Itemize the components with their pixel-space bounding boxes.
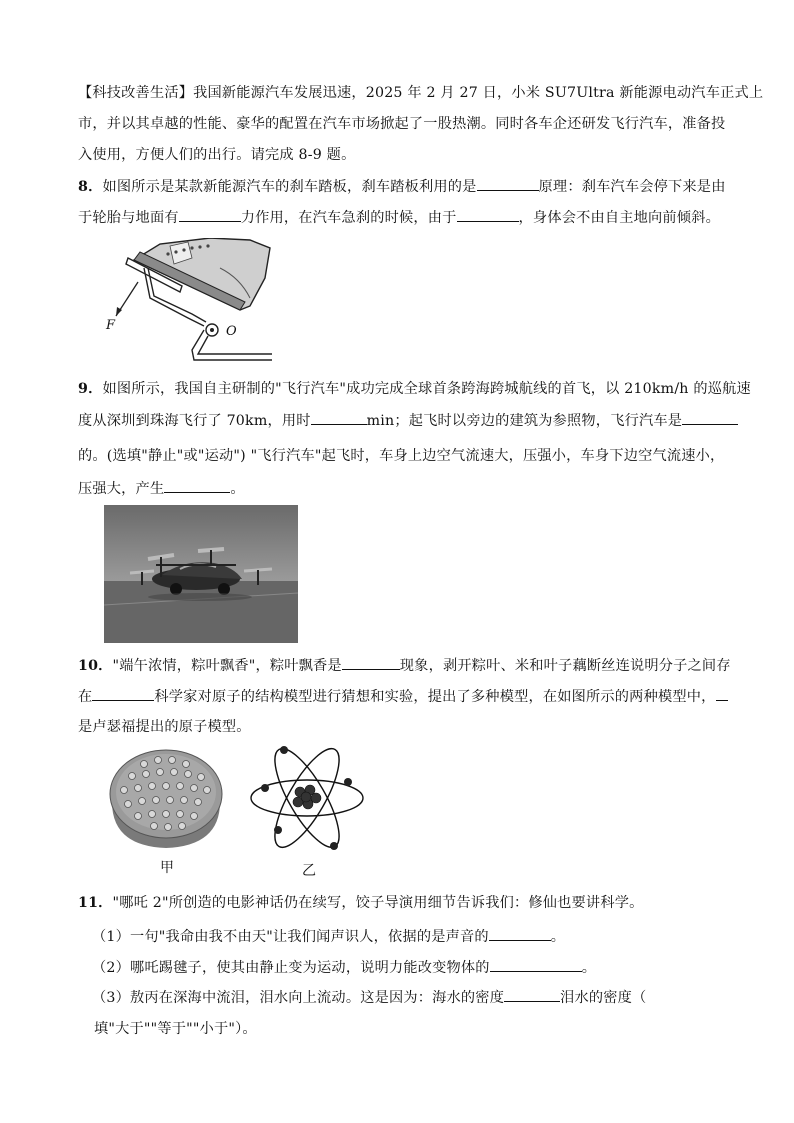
question-10-line-3: 是卢瑟福提出的原子模型。: [78, 719, 251, 735]
q8-text-a: 如图所示是某款新能源汽车的刹车踏板，刹车踏板利用的是: [102, 179, 477, 195]
intro-line-3: 入使用，方便人们的出行。请完成 8-9 题。: [78, 147, 356, 163]
q11-text: "哪吒 2"所创造的电影神话仍在续写，饺子导演用细节告诉我们：修仙也要讲科学。: [112, 895, 644, 911]
question-10-line-2: [78, 686, 748, 707]
question-11-sub-3: [92, 987, 762, 1008]
question-10-number: 10．: [78, 658, 113, 674]
q10-text-a: "端午浓情，粽叶飘香"，粽叶飘香是: [112, 658, 342, 674]
intro-line-1: 【科技改善生活】我国新能源汽车发展迅速，2025 年 2 月 27 日，小米 SU7Ultra 新能源电动汽车正式上: [78, 85, 764, 101]
q10-blank-1[interactable]: [342, 655, 400, 670]
q11-sub2-end: 。: [581, 960, 597, 976]
question-9-line-1: [78, 379, 751, 399]
q8-blank-3[interactable]: [457, 207, 519, 222]
question-11-sub-3-cont: 填"大于""等于""小于"）。: [94, 1021, 257, 1037]
q9-blank-1[interactable]: [311, 410, 367, 425]
question-11-number: 11．: [78, 895, 113, 911]
q11-sub3-text: （3）敖丙在深海中流泪，泪水向上流动。这是因为：海水的密度: [92, 990, 505, 1006]
q8-blank-2[interactable]: [179, 207, 241, 222]
question-11-sub-1: [92, 926, 762, 947]
q8-text-b: 原理：刹车汽车会停下来是由: [538, 179, 726, 195]
q11-sub3-end: 泪水的密度（: [560, 990, 647, 1006]
q10-text-c: 在: [78, 689, 93, 705]
q11-blank-1[interactable]: [489, 926, 551, 941]
question-11-sub-2: [92, 957, 762, 978]
q8-text-c: 于轮胎与地面有: [78, 210, 179, 226]
q11-blank-2[interactable]: [490, 957, 582, 972]
q9-text-d: 压强大，产生: [78, 481, 165, 497]
question-8-line-2: [78, 207, 748, 228]
pivot-label: O: [226, 324, 237, 339]
q10-text-d: 科学家对原子的结构模型进行猜想和实验，提出了多种模型，在如图所示的两种模型中，: [154, 689, 716, 705]
q8-text-e: ，身体会不由自主地向前倾斜。: [518, 210, 720, 226]
flying-car-photo: [104, 505, 298, 643]
q11-blank-3[interactable]: [504, 987, 560, 1002]
q10-blank-3[interactable]: [716, 686, 728, 701]
question-9-line-2: [78, 410, 748, 431]
q8-text-d: 力作用，在汽车急刹的时候，由于: [240, 210, 457, 226]
intro-line-2: 市，并以其卓越的性能、豪华的配置在汽车市场掀起了一股热潮。同时各车企还研发飞行汽车，准备投: [78, 116, 726, 132]
q11-sub1-end: 。: [550, 929, 566, 945]
q9-blank-2[interactable]: [682, 410, 738, 425]
model-a-caption: 甲: [160, 860, 174, 876]
question-9-line-4: [78, 478, 748, 499]
q8-blank-1[interactable]: [477, 176, 539, 191]
question-11-line-1: [78, 893, 748, 913]
question-8-line-1: [78, 176, 748, 197]
question-9-line-3: 的。(选填"静止"或"运动") "飞行汽车"起飞时，车身上边空气流速大，压强小，车身下边空气流速小，: [78, 448, 725, 464]
question-10-line-1: [78, 655, 748, 676]
q9-text-a: 如图所示，我国自主研制的"飞行汽车"成功完成全球首条跨海跨城航线的首飞，以 210km/h 的巡航速: [102, 381, 751, 397]
nuclear-model-figure: [248, 740, 366, 856]
q9-blank-3[interactable]: [164, 478, 230, 493]
q9-text-c: min；起飞时以旁边的建筑为参照物，飞行汽车是: [366, 413, 683, 429]
q9-text-e: 。: [230, 481, 245, 497]
q10-blank-2[interactable]: [92, 686, 154, 701]
q11-sub1-text: （1）一句"我命由我不由天"让我们闻声识人，依据的是声音的: [92, 929, 489, 945]
q11-sub2-text: （2）哪吒踢毽子，使其由静止变为运动，说明力能改变物体的: [92, 960, 490, 976]
brake-pedal-figure: [100, 238, 272, 370]
q9-text-b: 度从深圳到珠海飞行了 70km，用时: [78, 413, 311, 429]
plum-pudding-model-figure: [106, 746, 226, 850]
model-b-caption: 乙: [302, 863, 316, 879]
force-label: F: [106, 318, 116, 333]
question-8-number: 8．: [78, 179, 103, 195]
question-9-number: 9．: [78, 381, 103, 397]
q10-text-b: 现象，剥开粽叶、米和叶子藕断丝连说明分子之间存: [399, 658, 731, 674]
